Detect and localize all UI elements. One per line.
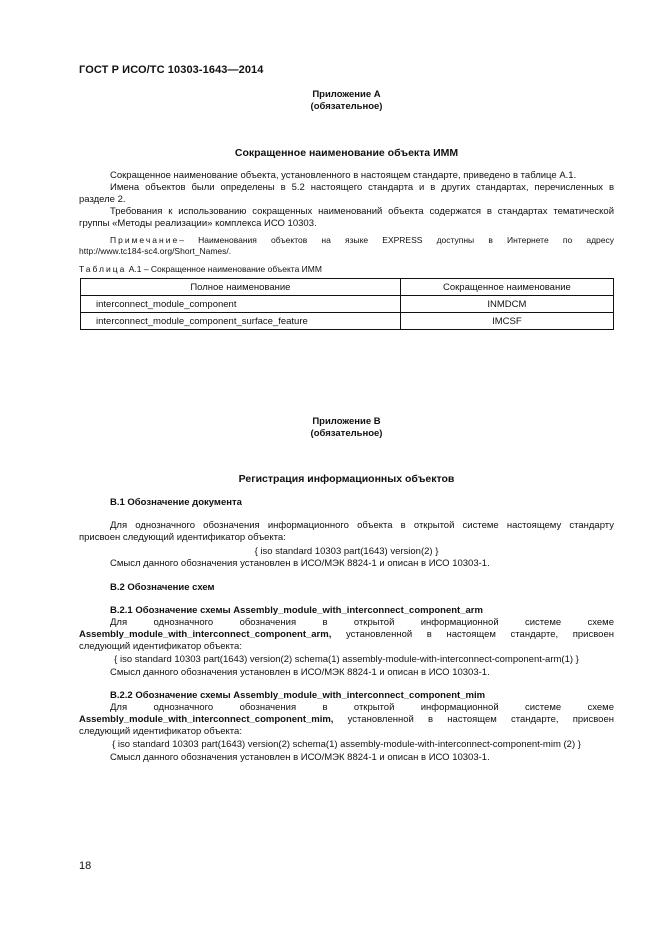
section-b1-meaning: Смысл данного обозначения установлен в ИСО/МЭК 8824-1 и описан в ИСО 10303-1.: [110, 558, 490, 569]
table-cell-full-name: interconnect_module_component: [81, 296, 401, 313]
table-caption-text: А.1 – Сокращенное наименование объекта ИММ: [128, 264, 322, 274]
schema-name-arm: Assembly_module_with_interconnect_component_arm,: [79, 629, 332, 640]
appendix-b-status: (обязательное): [310, 428, 383, 439]
table-cell-full-name: interconnect_module_component_surface_feature: [81, 313, 401, 330]
appendix-a-paragraph-2a: Имена объектов были определены в 5.2 настоящего стандарта и в других стандартах, перечисленных в: [110, 182, 614, 193]
document-header: ГОСТ Р ИСО/ТС 10303-1643—2014: [79, 64, 264, 76]
section-b1-paragraph-a: Для однозначного обозначения информационного объекта в открытой системе настоящему стандарту: [110, 520, 614, 531]
table-row: [81, 296, 614, 313]
section-b21-line-1: Для однозначного обозначения в открытой информационной системе схеме: [110, 617, 614, 628]
table-cell-short-name: IMCSF: [400, 313, 613, 330]
section-b2-title: В.2 Обозначение схем: [110, 582, 215, 593]
section-b22-line-1: Для однозначного обозначения в открытой информационной системе схеме: [110, 702, 614, 713]
section-b21-meaning: Смысл данного обозначения установлен в ИСО/МЭК 8824-1 и описан в ИСО 10303-1.: [110, 667, 490, 678]
table-row: [81, 313, 614, 330]
section-b22-title: В.2.2 Обозначение схемы Assembly_module_with_interconnect_component_mim: [110, 690, 486, 701]
section-b1-identifier: { iso standard 10303 part(1643) version(2) }: [254, 546, 439, 557]
short-names-table: [80, 278, 614, 330]
table-caption-label: Таблица: [79, 264, 127, 274]
schema-name-mim: Assembly_module_with_interconnect_component_mim,: [79, 714, 334, 725]
section-b21-title: В.2.1 Обозначение схемы Assembly_module_with_interconnect_component_arm: [110, 605, 483, 616]
note-line-1: [79, 235, 614, 246]
section-b22-meaning: Смысл данного обозначения установлен в ИСО/МЭК 8824-1 и описан в ИСО 10303-1.: [110, 752, 490, 763]
appendix-b-heading: Регистрация информационных объектов: [238, 473, 455, 485]
section-b1-paragraph-b: присвоен следующий идентификатор объекта:: [79, 532, 286, 543]
table-header-full-name: Полное наименование: [81, 279, 401, 296]
table-header-short-name: Сокращенное наименование: [400, 279, 613, 296]
section-b21-line-2: [79, 629, 614, 641]
note-label: Примечание: [110, 235, 180, 245]
section-b21-line-3: следующий идентификатор объекта:: [79, 641, 242, 652]
appendix-a-title: Приложение А: [312, 89, 381, 100]
appendix-a-paragraph-1: Сокращенное наименование объекта, установленного в настоящем стандарте, приведено в таблице А.1.: [110, 170, 577, 181]
appendix-a-paragraph-2b: разделе 2.: [79, 194, 126, 205]
section-b21-identifier: { iso standard 10303 part(1643) version(2) schema(1) assembly-module-with-interconnect-component-arm(1) }: [114, 654, 579, 665]
section-b22-line-2-rest: установленной в настоящем стандарте, присвоен: [347, 714, 614, 725]
section-b22-line-2: [79, 714, 614, 726]
table-caption: [79, 264, 614, 275]
appendix-a-paragraph-3a: Требования к использованию сокращенных наименований объекта содержатся в стандартах тематической: [110, 206, 614, 217]
section-b22-identifier: { iso standard 10303 part(1643) version(2) schema(1) assembly-module-with-interconnect-component-mim (2) }: [112, 739, 581, 750]
note-text: – Наименования объектов на языке EXPRESS доступны в Интернете по адресу: [179, 235, 614, 245]
note-url: http://www.tc184-sc4.org/Short_Names/.: [79, 246, 232, 256]
table-cell-short-name: INMDCM: [400, 296, 613, 313]
section-b22-line-3: следующий идентификатор объекта:: [79, 726, 242, 737]
appendix-a-heading: Сокращенное наименование объекта ИММ: [234, 147, 459, 159]
appendix-a-status: (обязательное): [310, 101, 383, 112]
appendix-b-title: Приложение В: [312, 416, 381, 427]
section-b1-title: В.1 Обозначение документа: [110, 497, 242, 508]
table-header-row: [81, 279, 614, 296]
appendix-a-paragraph-3b: группы «Методы реализации» комплекса ИСО 10303.: [79, 218, 317, 229]
page-number: 18: [79, 860, 92, 872]
section-b21-line-2-rest: установленной в настоящем стандарте, присвоен: [345, 629, 614, 640]
